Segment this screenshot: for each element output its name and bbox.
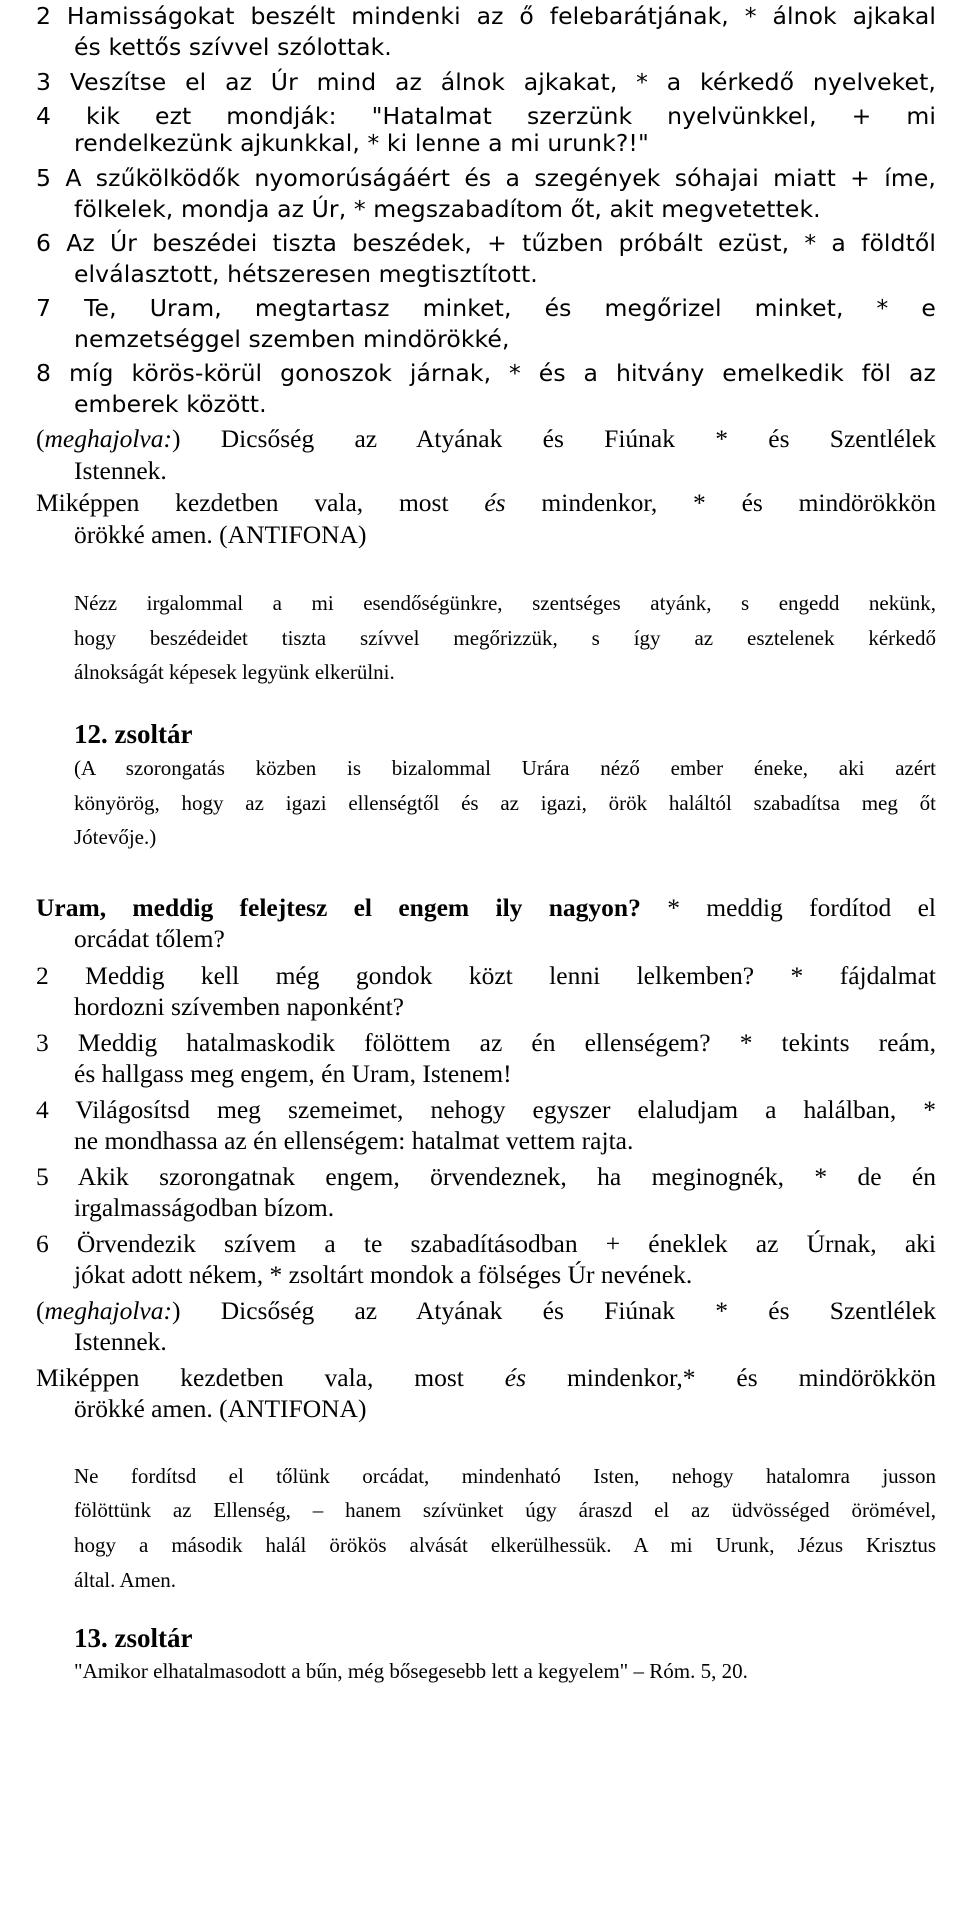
verse-line: 4 kik ezt mondják: "Hatalmat szerzünk nyelvünkkel, + mi [36,102,936,130]
epigraph-line: "Amikor elhatalmasodott a bűn, még bősegesebb lett a kegyelem" – Róm. 5, 20. [74,1659,748,1683]
doxology-text: mindenkor, * és mindörökkön [541,488,937,517]
verse-line: irgalmasságodban bízom. [74,1193,335,1222]
doxology-line: örökké amen. (ANTIFONA) [74,520,367,549]
doxology-line: Istennek. [74,456,167,485]
verse-line: ne mondhassa az én ellenségem: hatalmat vettem rajta. [74,1126,634,1155]
italic-word: és [484,488,506,517]
prayer-line: fölöttünk az Ellenség, – hanem szívünket úgy áraszd el az üdvösséged örömével, [74,1498,936,1522]
verse-bold-text: Uram, meddig felejtesz el engem ily nagyon? [36,893,641,922]
prayer-line: által. Amen. [74,1568,177,1592]
verse-line: orcádat tőlem? [74,924,225,953]
verse-line: 6 Örvendezik szívem a te szabadításodban + éneklek az Úrnak, aki [36,1229,936,1258]
verse-line: fölkelek, mondja az Úr, * megszabadítom őt, akit megvetettek. [74,195,821,223]
verse-line: rendelkezünk ajkunkkal, * ki lenne a mi urunk?!" [74,129,649,157]
doxology-text: Miképpen kezdetben vala, most [36,488,449,517]
verse-line: 3 Meddig hatalmaskodik fölöttem az én ellenségem? * tekints reám, [36,1028,936,1057]
verse-text: * meddig fordítod el [667,893,936,922]
doxology-text: Dicsőség az Atyának és Fiúnak * és Szentlélek [220,1296,936,1325]
verse-line: 3 Veszítse el az Úr mind az álnok ajkakat, * a kérkedő nyelveket, [36,68,936,96]
verse-line: 4 Világosítsd meg szemeimet, nehogy egyszer elaludjam a halálban, * [36,1095,936,1124]
doxology-line: (meghajolva:) Dicsőség az Atyának és Fiúnak * és Szentlélek [36,1296,936,1325]
section-heading: 12. zsoltár [74,719,193,749]
doxology-line: Istennek. [74,1327,167,1356]
doxology-line: (meghajolva:) Dicsőség az Atyának és Fiúnak * és Szentlélek [36,424,936,453]
verse-line: és hallgass meg engem, én Uram, Istenem! [74,1059,512,1088]
prayer-line: Ne fordítsd el tőlünk orcádat, mindenható Isten, nehogy hatalomra jusson [74,1464,936,1488]
prayer-line: Nézz irgalommal a mi esendőségünkre, szentséges atyánk, s engedd nekünk, [74,591,936,615]
prayer-line: álnokságát képesek legyünk elkerülni. [74,660,395,684]
verse-line: 2 Hamisságokat beszélt mindenki az ő felebarátjának, * álnok ajkakal [36,2,936,30]
verse-line: hordozni szívemben naponként? [74,992,404,1021]
doxology-text: Dicsőség az Atyának és Fiúnak * és Szentlélek [220,424,936,453]
rubric-text: meghajolva: [44,1296,172,1325]
doxology-line: örökké amen. (ANTIFONA) [74,1394,367,1423]
verse-line: 2 Meddig kell még gondok közt lenni lelkemben? * fájdalmat [36,961,936,990]
prayer-line: hogy a második halál örökös alvását elkerülhessük. A mi Urunk, Jézus Krisztus [74,1533,936,1557]
rubric-text: meghajolva: [44,424,172,453]
verse-line: 5 A szűkölködők nyomorúságáért és a szegények sóhajai miatt + íme, [36,164,936,192]
prayer-line: hogy beszédeidet tiszta szívvel megőrizzük, s így az esztelenek kérkedő [74,626,936,650]
doxology-text: Miképpen kezdetben vala, most [36,1363,464,1392]
verse-line: és kettős szívvel szólottak. [74,33,392,61]
verse-line: 7 Te, Uram, megtartasz minket, és megőrizel minket, * e [36,294,936,322]
verse-line: emberek között. [74,390,267,418]
description-line: könyörög, hogy az igazi ellenségtől és az igazi, örök haláltól szabadítsa meg őt [74,791,936,815]
verse-line: nemzetséggel szemben mindörökké, [74,325,510,353]
italic-word: és [504,1363,527,1392]
verse-line: 8 míg körös-körül gonoszok járnak, * és a hitvány emelkedik föl az [36,359,936,387]
verse-line: 5 Akik szorongatnak engem, örvendeznek, ha meginognék, * de én [36,1162,936,1191]
description-line: Jótevője.) [74,825,157,849]
description-line: (A szorongatás közben is bizalommal Urára néző ember éneke, aki azért [74,756,936,780]
verse-line: jókat adott nékem, * zsoltárt mondok a fölséges Úr nevének. [74,1260,693,1289]
section-heading: 13. zsoltár [74,1623,193,1653]
verse-line: elválasztott, hétszeresen megtisztított. [74,260,538,288]
doxology-text: mindenkor,* és mindörökkön [566,1363,936,1392]
verse-line: 6 Az Úr beszédei tiszta beszédek, + tűzben próbált ezüst, * a földtől [36,229,936,257]
